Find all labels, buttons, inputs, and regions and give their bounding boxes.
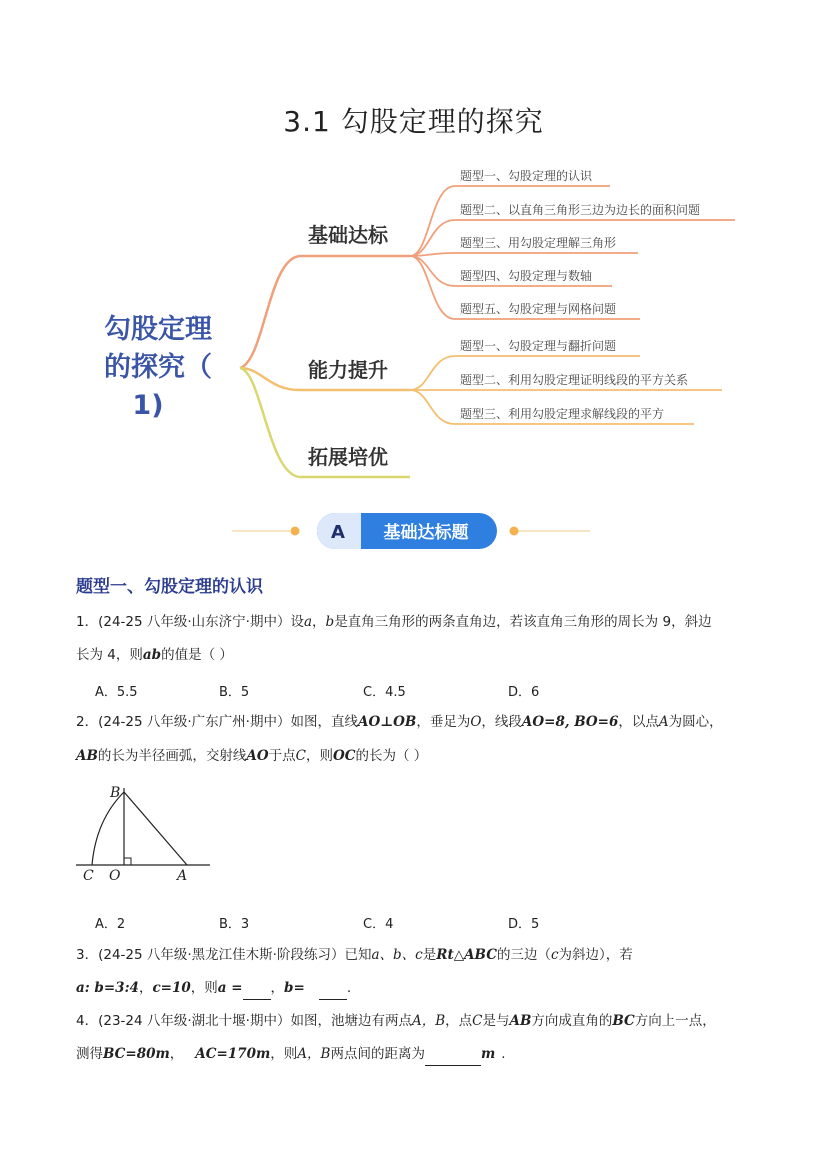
branch-curve-basic (240, 256, 410, 368)
q2-option-a[interactable]: A．2 (95, 917, 126, 932)
q1-option-b[interactable]: B．5 (219, 685, 250, 700)
sub-label-basic-2: 题型二、以直角三角形三边为边长的面积问题 (460, 203, 701, 217)
q2-text-d: ，以点 (618, 714, 659, 730)
q1-option-d[interactable]: D．6 (508, 685, 540, 700)
q1-var-a: a (303, 614, 313, 630)
q4-text-a: 4．(23-24 八年级·湖北十堰·期中）如图，池塘边有两点 (76, 1013, 412, 1029)
question-2-line2 (76, 745, 427, 767)
q4-var-c: C (472, 1013, 483, 1029)
q2-var-o: O (470, 714, 482, 730)
q2-option-b[interactable]: B．3 (219, 917, 250, 932)
q2-text-b: ，垂足为 (416, 714, 471, 730)
q2-text-c: ，线段 (481, 714, 522, 730)
mind-map (0, 150, 827, 490)
sub-curve-basic-3 (410, 253, 638, 256)
q2-var-ao: AO (246, 748, 269, 764)
sub-label-ability-2: 题型二、利用勾股定理证明线段的平方关系 (460, 373, 689, 387)
q3-c-val: c=10 (152, 980, 191, 996)
sub-label-basic-1: 题型一、勾股定理的认识 (460, 169, 593, 183)
page-title: 3.1 勾股定理的探究 (283, 105, 544, 138)
q2-figure-svg (70, 780, 215, 885)
q3-text-d: 为斜边），若 (558, 947, 633, 963)
q1-var-b: b (325, 614, 335, 630)
q4-text-d: 方向成直角的 (531, 1013, 613, 1029)
q3-text-a: 3．(24-25 八年级·黑龙江佳木斯·阶段练习）已知 (76, 947, 372, 963)
q1-text-b: ， (312, 614, 326, 630)
question-3-line1 (76, 944, 633, 966)
q4-text-f: 测得 (76, 1046, 103, 1062)
fig-label-a: A (177, 868, 188, 884)
q3-b-eq: b= (284, 980, 305, 996)
fig-arc (92, 792, 124, 865)
q2-var-a: A (658, 714, 669, 730)
sub-label-ability-1: 题型一、勾股定理与翻折问题 (460, 339, 617, 353)
q2-text-e: 为圆心， (668, 714, 723, 730)
sub-label-basic-4: 题型四、勾股定理与数轴 (460, 269, 593, 283)
q3-text-g: ， (270, 980, 285, 996)
q1-text-d: 长为 4，则 (76, 647, 143, 663)
q4-text-c: 是与 (482, 1013, 510, 1029)
q1-option-c[interactable]: C．4.5 (363, 685, 406, 700)
q3-blank-b[interactable] (319, 977, 347, 1000)
q4-var-bc: BC (612, 1013, 635, 1029)
q1-var-ab: ab (142, 647, 162, 663)
q2-text-f: 的长为半径画弧，交射线 (97, 748, 247, 764)
q4-var-ab2: AB (509, 1013, 532, 1029)
sub-label-ability-3: 题型三、利用勾股定理求解线段的平方 (460, 407, 665, 421)
q3-text-end: . (346, 980, 352, 996)
question-1-line2 (76, 644, 233, 666)
q2-option-d[interactable]: D．5 (508, 917, 540, 932)
mindmap-center-line1: 勾股定理 (104, 314, 212, 345)
fig-label-o: O (109, 868, 121, 884)
q2-text-i: 的长为（ ） (355, 748, 428, 764)
q2-text-h: ，则 (305, 748, 333, 764)
q3-text-f: ，则 (190, 980, 218, 996)
q4-var-ab3: A，B (297, 1046, 331, 1062)
q2-vals: AO=8, BO=6 (521, 714, 619, 730)
q2-var-ab: AB (76, 748, 98, 764)
q2-option-c[interactable]: C．4 (363, 917, 394, 932)
fig-right-angle (124, 858, 131, 865)
q4-text-h: ，则 (270, 1046, 298, 1062)
banner-label: 基础达标题 (383, 523, 469, 543)
question-4-line2 (76, 1043, 506, 1066)
q3-blank-a[interactable] (243, 977, 271, 1000)
q3-var-c: c (550, 947, 559, 963)
branch-label-extend: 拓展培优 (308, 445, 388, 469)
q2-rel: AO⊥OB (357, 714, 417, 730)
question-4-line1 (76, 1010, 716, 1032)
q3-ratio: a: b=3:4 (76, 980, 139, 996)
q4-blank[interactable] (425, 1043, 481, 1066)
branch-label-basic: 基础达标 (308, 223, 388, 247)
mindmap-center-line3: 1) (132, 390, 164, 421)
q2-text-a: 2．(24-25 八年级·广东广州·期中）如图，直线 (76, 714, 358, 730)
banner-dot-left (291, 527, 300, 536)
q3-text-b: 是 (422, 947, 437, 963)
banner-svg (0, 508, 827, 554)
fig-label-b: B (110, 785, 121, 801)
q4-text-b: ，点 (445, 1013, 473, 1029)
q3-text-e: ， (138, 980, 153, 996)
q4-ac-val: AC=170m (195, 1046, 271, 1062)
q2-var-c: C (295, 748, 306, 764)
q3-var-abc: a、b、c (371, 947, 423, 963)
question-2-line1 (76, 711, 723, 733)
q1-option-a[interactable]: A．5.5 (95, 685, 138, 700)
branch-label-ability: 能力提升 (308, 358, 388, 382)
q2-var-oc: OC (332, 748, 356, 764)
section-heading: 题型一、勾股定理的认识 (76, 577, 263, 597)
q4-text-i: 两点间的距离为 (330, 1046, 425, 1062)
q3-text-c: 的三边（ (496, 947, 551, 963)
q1-text-c: 是直角三角形的两条直角边，若该直角三角形的周长为 9，斜边 (334, 614, 712, 630)
q4-var-ab: A，B (411, 1013, 446, 1029)
section-banner (0, 508, 827, 554)
banner-letter: A (331, 522, 345, 543)
q4-text-e: 方向上一点， (634, 1013, 716, 1029)
q1-text-e: 的值是（ ） (161, 647, 233, 663)
mindmap-center-line2: 的探究（ (104, 352, 212, 383)
q3-a-eq: a = (217, 980, 243, 996)
q3-rt: Rt△ABC (436, 947, 497, 963)
sub-label-basic-3: 题型三、用勾股定理解三角形 (460, 236, 617, 250)
fig-hypotenuse (124, 792, 187, 865)
mind-map-svg (0, 150, 827, 490)
q1-text-a: 1．(24-25 八年级·山东济宁·期中）设 (76, 614, 304, 630)
q4-bc-val: BC=80m (103, 1046, 170, 1062)
q4-text-g: ， (169, 1046, 184, 1062)
q2-figure (70, 780, 215, 885)
banner-dot-right (510, 527, 519, 536)
q4-text-end: . (501, 1046, 506, 1062)
fig-label-c: C (83, 868, 94, 884)
question-1-line1 (76, 611, 712, 633)
sub-label-basic-5: 题型五、勾股定理与网格问题 (460, 302, 617, 316)
question-3-line2 (76, 977, 351, 1000)
q2-text-g: 于点 (268, 748, 296, 764)
q4-unit: m (480, 1046, 496, 1062)
